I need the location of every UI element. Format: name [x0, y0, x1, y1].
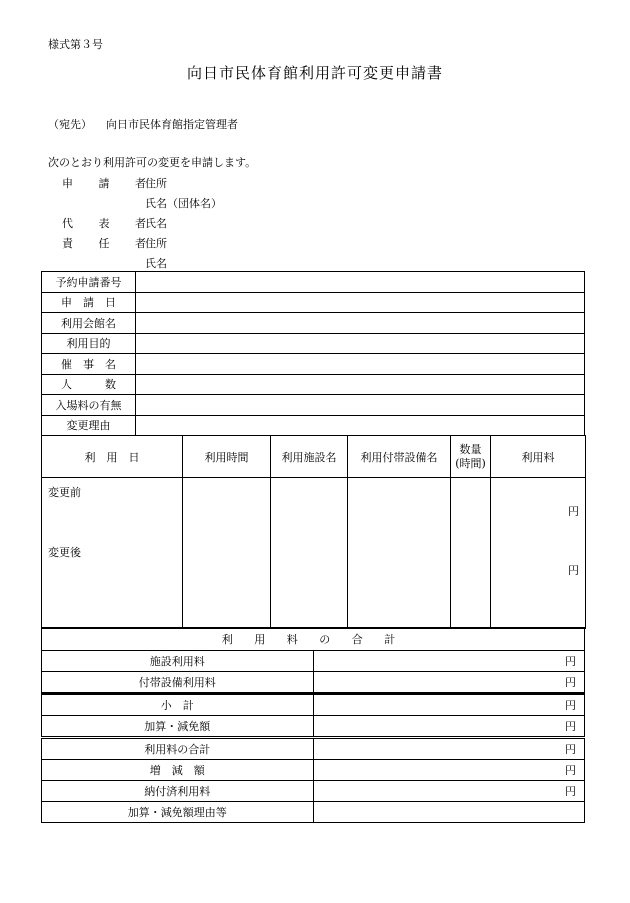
- totals-row: [42, 672, 585, 694]
- info-row: [42, 272, 585, 293]
- totals-label: 納付済利用料: [42, 781, 314, 802]
- info-label: 利用目的: [42, 333, 136, 354]
- form-number: 様式第３号: [48, 38, 103, 51]
- responsible-label: 責 任 者: [62, 237, 146, 250]
- facility-name-cell[interactable]: [271, 478, 348, 629]
- info-label: 人 数: [42, 374, 136, 395]
- info-value[interactable]: [136, 354, 585, 375]
- totals-row: [42, 694, 585, 716]
- fee-before-yen: 円: [568, 505, 579, 518]
- totals-row: [42, 716, 585, 738]
- totals-row: [42, 802, 585, 823]
- info-row: [42, 415, 585, 436]
- info-label: 予約申請番号: [42, 272, 136, 293]
- header-quantity: [451, 436, 491, 478]
- header-usage-date: 利 用 日: [42, 436, 183, 478]
- totals-label: 加算・減免額理由等: [42, 802, 314, 823]
- totals-row: [42, 738, 585, 760]
- totals-heading: 利 用 料 の 合 計: [42, 628, 585, 651]
- after-change-label: 変更後: [48, 546, 81, 559]
- applicant-address: 住所: [145, 177, 167, 190]
- request-info-table: [41, 271, 585, 436]
- totals-label: 小 計: [42, 694, 314, 716]
- page-title: 向日市民体育館利用許可変更申請書: [186, 64, 443, 82]
- info-row: [42, 395, 585, 416]
- representative-name: 氏名: [145, 217, 167, 230]
- info-value[interactable]: [136, 374, 585, 395]
- totals-row: [42, 651, 585, 672]
- addressee-name: 向日市民体育館指定管理者: [106, 118, 238, 131]
- totals-row: [42, 760, 585, 781]
- info-value[interactable]: [136, 313, 585, 334]
- quantity-cell[interactable]: [451, 478, 491, 629]
- applicant-label: 申 請 者: [62, 177, 146, 190]
- totals-label: 施設利用料: [42, 651, 314, 672]
- info-row: [42, 292, 585, 313]
- info-label: 変更理由: [42, 415, 136, 436]
- equipment-name-cell[interactable]: [348, 478, 451, 629]
- usage-body-row: [42, 478, 586, 629]
- usage-date-cell[interactable]: [42, 478, 183, 629]
- totals-value[interactable]: [313, 802, 585, 823]
- totals-label: 増 減 額: [42, 760, 314, 781]
- totals-value[interactable]: 円: [313, 781, 585, 802]
- responsible-name: 氏名: [145, 257, 167, 270]
- info-label: 入場料の有無: [42, 395, 136, 416]
- info-row: [42, 374, 585, 395]
- representative-label: 代 表 者: [62, 217, 146, 230]
- intro-text: 次のとおり利用許可の変更を申請します。: [48, 156, 257, 169]
- info-value[interactable]: [136, 333, 585, 354]
- addressee-label: （宛先）: [48, 118, 92, 131]
- header-quantity-label: 数量: [459, 442, 482, 456]
- totals-row: [42, 781, 585, 802]
- info-value[interactable]: [136, 272, 585, 293]
- before-change-label: 変更前: [48, 486, 81, 499]
- header-equipment-name: 利用付帯設備名: [348, 436, 451, 478]
- responsible-address: 住所: [145, 237, 167, 250]
- info-label: 利用会館名: [42, 313, 136, 334]
- totals-value[interactable]: 円: [313, 672, 585, 694]
- totals-value[interactable]: 円: [313, 716, 585, 738]
- header-quantity-unit: (時間): [455, 456, 486, 470]
- usage-table: [41, 435, 586, 629]
- totals-value[interactable]: 円: [313, 694, 585, 716]
- header-usage-time: 利用時間: [183, 436, 271, 478]
- info-value[interactable]: [136, 395, 585, 416]
- info-row: [42, 313, 585, 334]
- fee-cell[interactable]: [491, 478, 586, 629]
- totals-value[interactable]: 円: [313, 760, 585, 781]
- info-value[interactable]: [136, 292, 585, 313]
- applicant-name-group: 氏名（団体名）: [145, 197, 222, 210]
- info-row: [42, 354, 585, 375]
- totals-value[interactable]: 円: [313, 651, 585, 672]
- info-value[interactable]: [136, 415, 585, 436]
- usage-time-cell[interactable]: [183, 478, 271, 629]
- usage-header-row: [42, 436, 586, 478]
- info-row: [42, 333, 585, 354]
- totals-value[interactable]: 円: [313, 738, 585, 760]
- totals-label: 利用料の合計: [42, 738, 314, 760]
- totals-label: 付帯設備利用料: [42, 672, 314, 694]
- header-fee: 利用料: [491, 436, 586, 478]
- info-label: 申 請 日: [42, 292, 136, 313]
- fee-after-yen: 円: [568, 564, 579, 577]
- addressee-line: [48, 116, 238, 132]
- totals-heading-row: [42, 628, 585, 651]
- totals-table: [41, 627, 585, 823]
- totals-label: 加算・減免額: [42, 716, 314, 738]
- info-label: 催 事 名: [42, 354, 136, 375]
- header-facility-name: 利用施設名: [271, 436, 348, 478]
